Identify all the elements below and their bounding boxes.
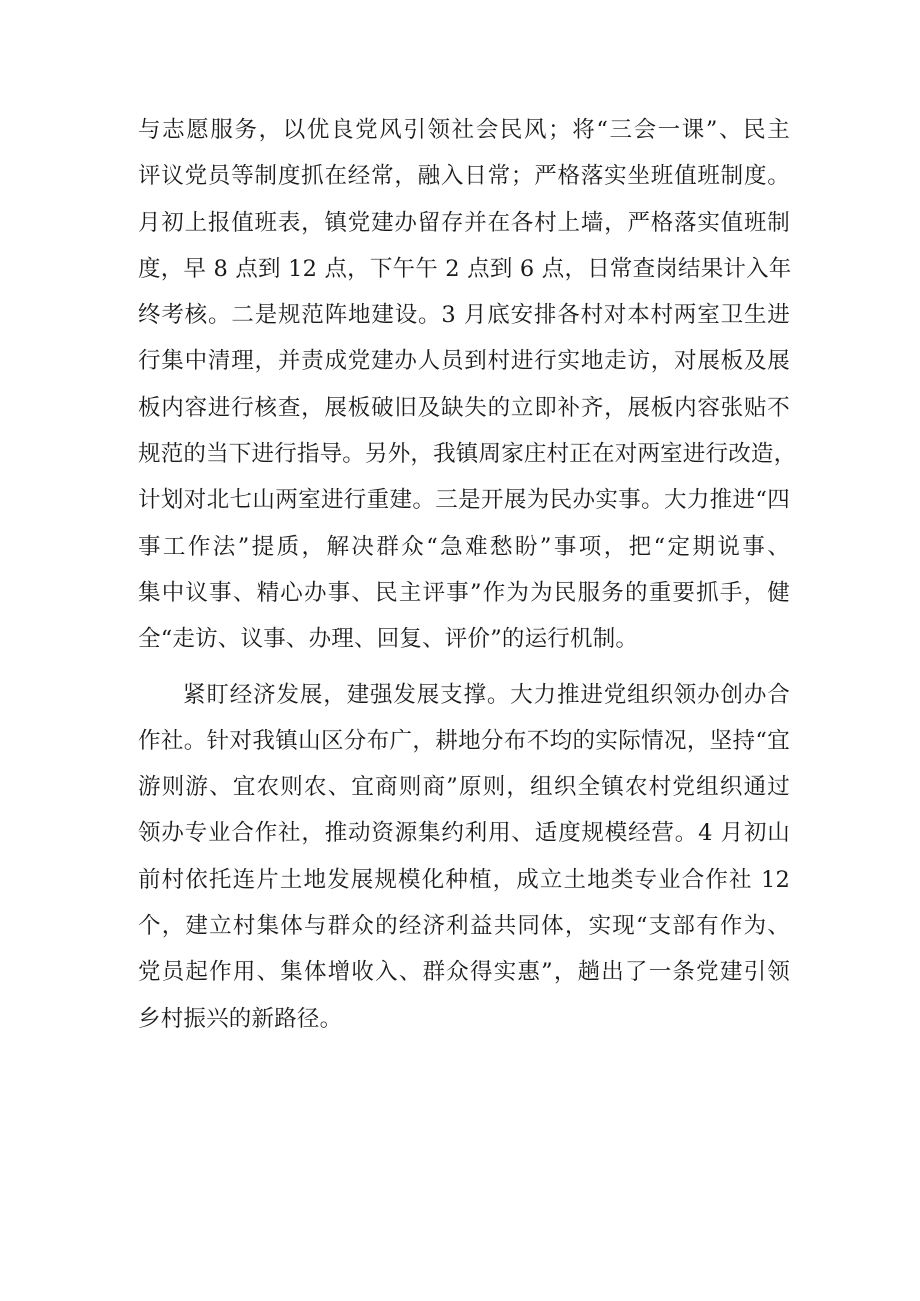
- text-line: 全“走访、议事、办理、回复、评价”的运行机制。: [138, 626, 639, 653]
- text-line: 规范的当下进行指导。另外，我镇周家庄村正在对两室进行改造，: [138, 441, 797, 468]
- text-line: 度，早 8 点到 12 点，下午午 2 点到 6 点，日常查岗结果计入年: [138, 255, 792, 282]
- text-line: 终考核。二是规范阵地建设。3 月底安排各村对本村两室卫生进: [138, 302, 790, 329]
- text-line: 作社。针对我镇山区分布广，耕地分布不均的实际情况，坚持“宜: [138, 727, 790, 754]
- text-line: 与志愿服务，以优良党风引领社会民风；将“三会一课”、民主: [138, 117, 790, 143]
- text-line: 评议党员等制度抓在经常，融入日常；严格落实坐班值班制度。: [138, 163, 790, 190]
- text-line: 月初上报值班表，镇党建办留存并在各村上墙，严格落实值班制: [138, 209, 790, 236]
- paragraph-2: [138, 672, 790, 1042]
- text-line: 前村依托连片土地发展规模化种植，成立土地类专业合作社 12: [138, 866, 790, 893]
- text-line: 领办专业合作社，推动资源集约利用、适度规模经营。4 月初山: [138, 820, 790, 847]
- text-line: 事工作法”提质，解决群众“急难愁盼”事项，把“定期说事、: [138, 533, 790, 560]
- paragraph-1: [138, 107, 797, 663]
- text-line: 计划对北七山两室进行重建。三是开展为民办实事。大力推进“四: [138, 487, 790, 514]
- text-line: 党员起作用、集体增收入、群众得实惠”，趟出了一条党建引领: [138, 959, 790, 986]
- paragraph-spacer: [138, 663, 790, 672]
- text-line: 紧盯经济发展，建强发展支撑。大力推进党组织领办创办合: [183, 681, 790, 708]
- text-line: 乡村振兴的新路径。: [138, 1005, 343, 1032]
- text-line: 游则游、宜农则农、宜商则商”原则，组织全镇农村党组织通过: [138, 774, 790, 801]
- text-line: 个，建立村集体与群众的经济利益共同体，实现“支部有作为、: [138, 913, 790, 940]
- text-line: 板内容进行核查，展板破旧及缺失的立即补齐，展板内容张贴不: [138, 394, 790, 421]
- text-line: 行集中清理，并责成党建办人员到村进行实地走访，对展板及展: [138, 348, 790, 375]
- document-body: [138, 107, 797, 1042]
- text-line: 集中议事、精心办事、民主评事”作为为民服务的重要抓手，健: [138, 579, 790, 606]
